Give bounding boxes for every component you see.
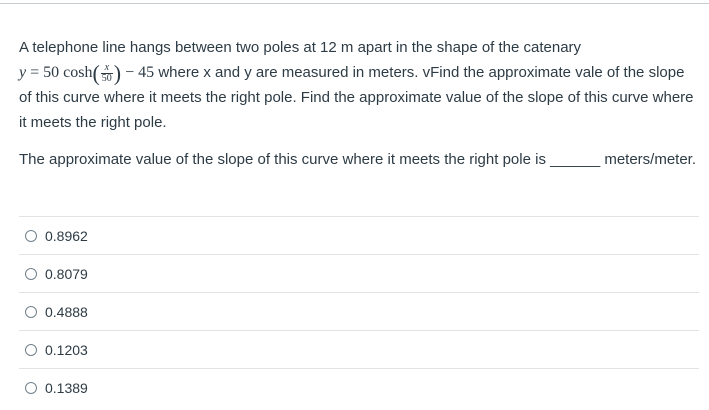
formula-y: y	[19, 64, 27, 81]
question-line-2-rest: where x and y are measured in meters. vFind the approximate vale of the slope of this curve where it meets the right pole. Find the approximate value of the slope of this curve where it meets the right pole.	[19, 64, 694, 131]
answer-label: 0.8079	[45, 265, 88, 282]
question-paragraph	[19, 35, 699, 135]
formula-fraction	[101, 63, 113, 84]
answer-option-4[interactable]	[19, 330, 699, 368]
formula-coefficient: 50	[43, 64, 60, 81]
question-line-1: A telephone line hangs between two poles at 12 m apart in the shape of the catenary	[19, 39, 582, 56]
radio-button[interactable]	[25, 268, 37, 280]
answer-label: 0.8962	[45, 227, 88, 244]
radio-button[interactable]	[25, 230, 37, 242]
answer-option-3[interactable]	[19, 292, 699, 330]
answer-option-5[interactable]	[19, 368, 699, 406]
question-text	[19, 35, 699, 172]
answer-list	[19, 216, 699, 406]
catenary-formula	[19, 60, 155, 86]
formula-tail: − 45	[125, 64, 155, 81]
answer-label: 0.4888	[45, 303, 88, 320]
formula-function: cosh	[63, 64, 93, 81]
fraction-numerator: x	[104, 61, 110, 73]
question-prompt: The approximate value of the slope of this curve where it meets the right pole is ______ meters/meter.	[19, 151, 697, 168]
answer-option-2[interactable]	[19, 254, 699, 292]
radio-button[interactable]	[25, 382, 37, 394]
radio-button[interactable]	[25, 306, 37, 318]
answer-label: 0.1203	[45, 341, 88, 358]
top-divider	[0, 3, 709, 4]
answer-option-1[interactable]	[19, 216, 699, 254]
formula-right-paren: )	[113, 60, 122, 86]
fraction-denominator: 50	[101, 72, 112, 84]
answer-label: 0.1389	[45, 379, 88, 396]
formula-equals: =	[30, 64, 40, 81]
formula-left-paren: (	[92, 60, 100, 86]
radio-button[interactable]	[25, 344, 37, 356]
